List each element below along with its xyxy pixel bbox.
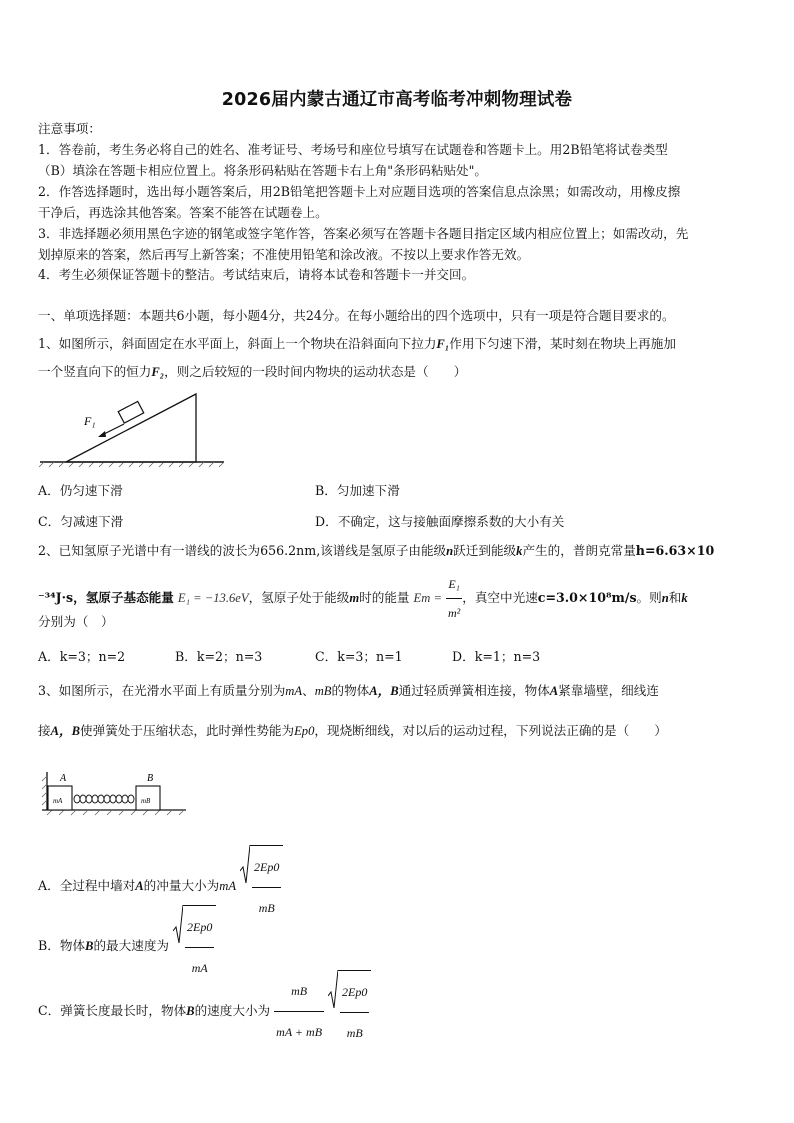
q1-option-a[interactable]: A．仍匀速下滑 <box>38 483 123 498</box>
notice-header: 注意事项： <box>38 121 101 136</box>
q3-spring-figure <box>40 768 190 818</box>
q1-stem-line2: 一个竖直向下的恒力F₂，则之后较短的一段时间内物块的运动状态是（ ） <box>38 364 467 379</box>
q3-stem-line1: 3、如图所示，在光滑水平面上有质量分别为mA、mB的物体A，B通过轻质弹簧相连接，物体A紧靠墙壁，细线连 <box>38 683 659 698</box>
q3-option-b[interactable]: B．物体B的最大速度为 $\frac{2Ep0}{mA}$ <box>38 905 216 988</box>
notice-line-1: 1．答卷前，考生务必将自己的姓名、准考证号、考场号和座位号填写在试题卷和答题卡上。用2B铅笔将试卷类型 <box>38 142 668 157</box>
q1-stem-line1: 1、如图所示，斜面固定在水平面上，斜面上一个物块在沿斜面向下拉力F₁作用下匀速下滑，某时刻在物块上再施加 <box>38 336 676 351</box>
q1-incline-figure <box>38 390 228 468</box>
q2-option-a[interactable]: A．k=3；n=2 <box>38 649 126 664</box>
notice-line-5: 3．非选择题必须用黑色字迹的钢笔或签字笔作答，答案必须写在答题卡各题目指定区域内相应位置上；如需改动，先 <box>38 226 689 241</box>
q3-option-a-sqrt: $\frac{2Ep0}{mB}$ <box>240 845 283 928</box>
notice-line-3: 2．作答选择题时，选出每小题答案后，用2B铅笔把答题卡上对应题目选项的答案信息点涂黑；如需改动，用橡皮擦 <box>38 184 681 199</box>
q2-option-b[interactable]: B．k=2；n=3 <box>175 649 263 664</box>
q1-option-b[interactable]: B．匀加速下滑 <box>315 483 400 498</box>
q2-stem-line2: ⁻³⁴J·s，氢原子基态能量 E₁ = −13.6eV，氢原子处于能级m时的能量 Em = $\frac{\text{E₁}}{\text{m²}}$ ，真空中光速c=3.0×10⁸m/s。则n和k <box>38 570 758 606</box>
q2-option-d[interactable]: D．k=1；n=3 <box>452 649 541 664</box>
q3-option-c-fraction: $\frac{mB}{mA + mB}$ <box>274 971 324 1052</box>
q3-fig-mass-b: mB <box>141 797 151 805</box>
q3-fig-label-b: B <box>147 773 154 784</box>
q2-energy-fraction: $\frac{\text{E₁}}{\text{m²}}$ <box>446 570 462 627</box>
notice-line-2: （B）填涂在答题卡相应位置上。将条形码粘贴在答题卡右上角"条形码粘贴处"。 <box>38 163 488 178</box>
q3-fig-mass-a: mA <box>53 797 63 805</box>
notice-line-6: 划掉原来的答案，然后再写上新答案；不准使用铅笔和涂改液。不按以上要求作答无效。 <box>38 247 530 262</box>
notice-line-7: 4．考生必须保证答题卡的整洁。考试结束后，请将本试卷和答题卡一并交回。 <box>38 267 475 282</box>
q2-option-c[interactable]: C．k=3；n=1 <box>315 649 403 664</box>
q3-option-c-sqrt: $\frac{2Ep0}{mB}$ <box>328 970 371 1053</box>
q3-option-a[interactable]: A．全过程中墙对A的冲量大小为mA $\frac{2Ep0}{mB}$ <box>38 845 283 928</box>
q2-stem-line3: 分别为（ ） <box>38 614 114 629</box>
q3-fig-label-a: A <box>60 773 67 784</box>
section-heading: 一、单项选择题：本题共6小题，每小题4分，共24分。在每小题给出的四个选项中，只有一项是符合题目要求的。 <box>38 308 675 323</box>
q3-option-b-sqrt: $\frac{2Ep0}{mA}$ <box>173 905 216 988</box>
q1-option-c[interactable]: C．匀减速下滑 <box>38 514 124 529</box>
q3-option-c[interactable]: C．弹簧长度最长时，物体B的速度大小为 $\frac{mB}{mA + mB}$ $\frac{2Ep0}{mB}$ <box>38 970 371 1053</box>
q2-e1: E₁ = −13.6eV <box>177 591 249 605</box>
q3-stem-line2: 接A，B使弹簧处于压缩状态，此时弹性势能为Ep0，现烧断细线，对以后的运动过程，下列说法正确的是（ ） <box>38 723 668 738</box>
q2-stem-line1: 2、已知氢原子光谱中有一谱线的波长为656.2nm,该谱线是氢原子由能级n跃迁到能级k产生的，普朗克常量h=6.63×10 <box>38 543 715 558</box>
q1-fig-f1-label: F₁ <box>84 414 96 428</box>
q1-option-d[interactable]: D．不确定，这与接触面摩擦系数的大小有关 <box>315 514 565 529</box>
exam-title: 2026届内蒙古通辽市高考临考冲刺物理试卷 <box>221 90 573 110</box>
notice-line-4: 干净后，再选涂其他答案。答案不能答在试题卷上。 <box>38 205 328 220</box>
